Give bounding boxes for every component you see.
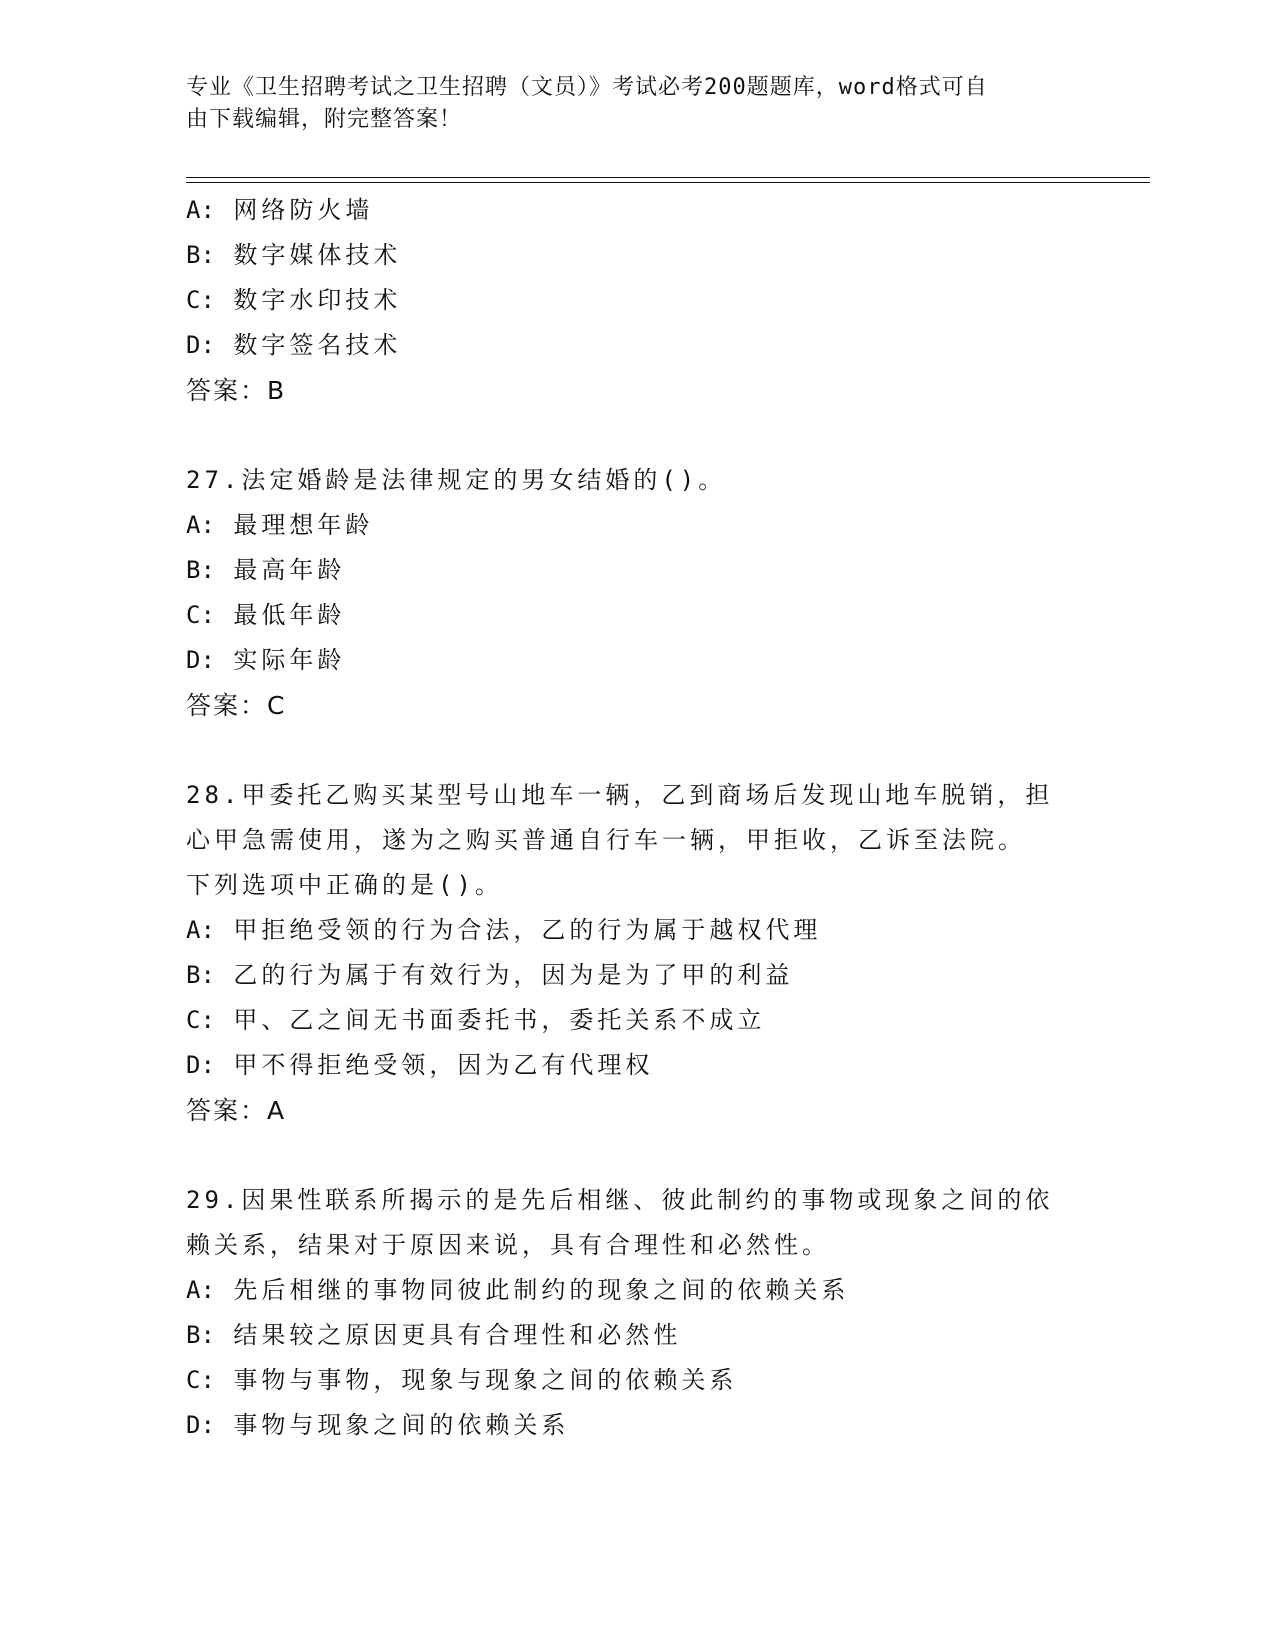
answer: 答案：A: [186, 1096, 287, 1125]
option-b: B: 数字媒体技术: [186, 241, 402, 269]
question-stem-line: 心甲急需使用，遂为之购买普通自行车一辆，甲拒收，乙诉至法院。: [186, 826, 1026, 854]
document-header: [186, 72, 1066, 136]
option-c: C: 数字水印技术: [186, 286, 402, 314]
header-line-1: 专业《卫生招聘考试之卫生招聘（文员）》考试必考200题题库，word格式可自: [186, 75, 988, 100]
answer: 答案：B: [186, 376, 287, 405]
option-d: D: 实际年龄: [186, 646, 346, 674]
option-a: A: 网络防火墙: [186, 196, 374, 224]
option-b: B: 乙的行为属于有效行为，因为是为了甲的利益: [186, 961, 794, 989]
answer: 答案：C: [186, 691, 287, 720]
option-d: D: 事物与现象之间的依赖关系: [186, 1411, 570, 1439]
option-b: B: 最高年龄: [186, 556, 346, 584]
question-content: [186, 188, 1086, 1448]
option-d: D: 数字签名技术: [186, 331, 402, 359]
option-a: A: 甲拒绝受领的行为合法，乙的行为属于越权代理: [186, 916, 822, 944]
header-rule-top: [186, 177, 1150, 178]
option-c: C: 甲、乙之间无书面委托书，委托关系不成立: [186, 1006, 766, 1034]
question-28: [186, 773, 1086, 1133]
option-c: C: 最低年龄: [186, 601, 346, 629]
question-27: [186, 458, 1086, 728]
question-29: [186, 1178, 1086, 1448]
option-c: C: 事物与事物，现象与现象之间的依赖关系: [186, 1366, 738, 1394]
option-d: D: 甲不得拒绝受领，因为乙有代理权: [186, 1051, 654, 1079]
header-rule-bottom: [186, 182, 1150, 183]
question-stem: 27.法定婚龄是法律规定的男女结婚的()。: [186, 466, 727, 494]
option-a: A: 最理想年龄: [186, 511, 374, 539]
question-stem-line: 29.因果性联系所揭示的是先后相继、彼此制约的事物或现象之间的依: [186, 1186, 1054, 1214]
question-26: [186, 188, 1086, 413]
option-a: A: 先后相继的事物同彼此制约的现象之间的依赖关系: [186, 1276, 850, 1304]
question-stem-line: 赖关系，结果对于原因来说，具有合理性和必然性。: [186, 1231, 830, 1259]
option-b: B: 结果较之原因更具有合理性和必然性: [186, 1321, 682, 1349]
question-stem-line: 28.甲委托乙购买某型号山地车一辆，乙到商场后发现山地车脱销，担: [186, 781, 1054, 809]
question-stem-line: 下列选项中正确的是()。: [186, 871, 503, 899]
header-line-2: 由下载编辑，附完整答案！: [186, 107, 463, 132]
